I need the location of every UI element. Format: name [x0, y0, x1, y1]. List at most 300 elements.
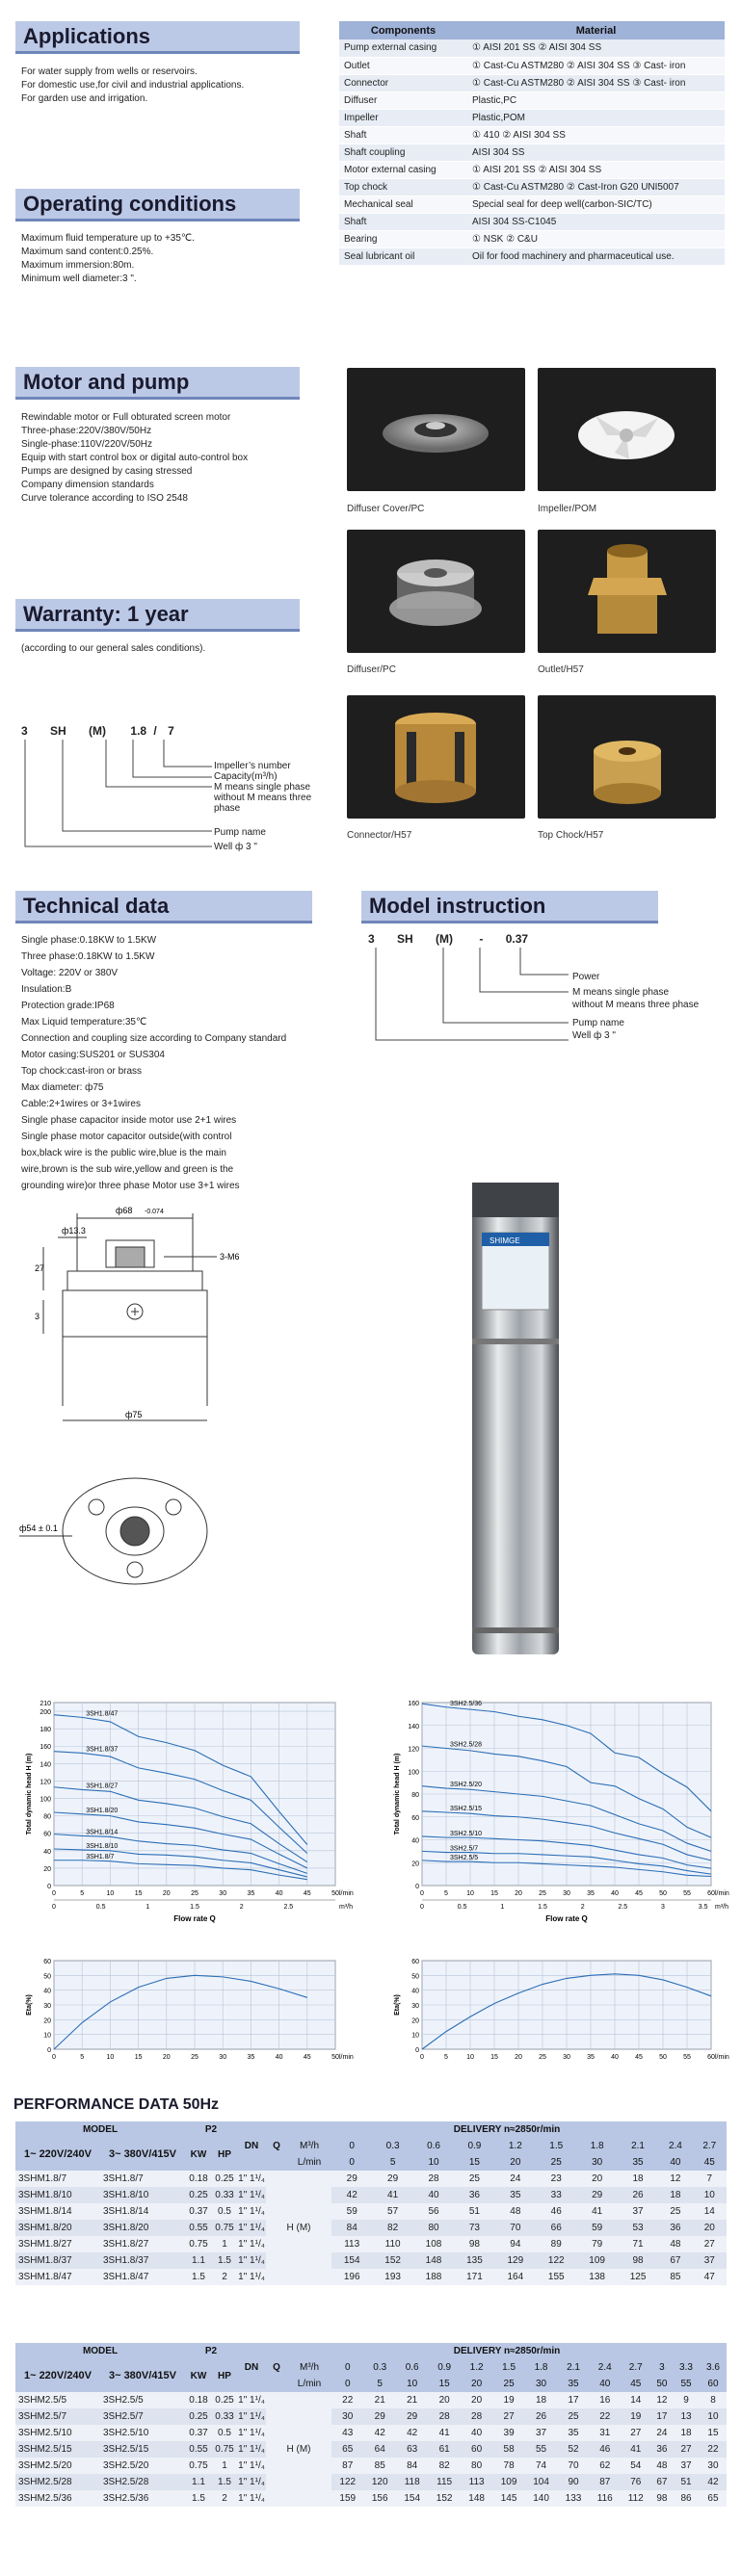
perf-cell: 42 [331, 2187, 372, 2203]
performance-table [15, 2343, 727, 2507]
y-tick-label: 60 [43, 1831, 51, 1838]
m3h-value: 1.5 [492, 2359, 524, 2376]
dim-tol: -0.074 [145, 1209, 164, 1215]
component-material: ① AISI 201 SS ② AISI 304 SS [467, 161, 725, 178]
perf-cell: 12 [658, 2171, 692, 2187]
perf-cell: 3SH1.8/14 [100, 2203, 185, 2220]
y-tick-label: 210 [40, 1701, 51, 1707]
component-row [339, 91, 725, 109]
outlet-photo [538, 530, 716, 653]
three-phase-header: 3~ 380V/415V [100, 2359, 185, 2392]
y-tick-label: 180 [40, 1727, 51, 1734]
m3h-value: 1.8 [576, 2138, 617, 2154]
perf-cell: 3SH1.8/10 [100, 2187, 185, 2203]
component-row [339, 109, 725, 126]
code-part: (M) [89, 724, 107, 738]
m3h-value: 1.5 [536, 2138, 576, 2154]
component-row [339, 230, 725, 247]
warranty-note: (according to our general sales conditions). [21, 643, 206, 654]
perf-cell: 30 [331, 2408, 363, 2425]
perf-cell: 18 [658, 2187, 692, 2203]
y-tick-label: 20 [411, 1860, 419, 1868]
motor-line: Curve tolerance according to ISO 2548 [21, 493, 188, 504]
x-tick-label: 15 [134, 1890, 143, 1897]
x2-tick-label: 0 [52, 1904, 56, 1911]
motor-line: Equip with start control box or digital auto-control box [21, 453, 249, 463]
perf-cell: 0.75 [212, 2441, 237, 2458]
perf-cell: 24 [495, 2171, 536, 2187]
perf-cell: 29 [363, 2408, 395, 2425]
y-tick-label: 10 [411, 2032, 419, 2040]
perf-cell: 58 [492, 2441, 524, 2458]
y-tick-label: 80 [411, 1792, 419, 1799]
motor-line: Company dimension standards [21, 480, 154, 490]
component-name: Bearing [339, 230, 467, 247]
perf-cell: 31 [590, 2425, 621, 2441]
perf-cell: 24 [651, 2425, 673, 2441]
x-tick-label: 40 [275, 2054, 283, 2061]
perf-cell: 148 [413, 2252, 454, 2269]
motor-line: Three-phase:220V/380V/50Hz [21, 426, 152, 436]
x-tick-label: 5 [444, 1890, 448, 1897]
m3h-value: 2.1 [618, 2138, 658, 2154]
x-tick-label: 50 [659, 2054, 667, 2061]
perf-cell: 135 [454, 2252, 494, 2269]
perf-cell: 155 [536, 2269, 576, 2285]
delivery-header: DELIVERY n≈2850r/min [287, 2343, 727, 2359]
lmin-value: 35 [618, 2154, 658, 2171]
perf-cell: 3SHM2.5/15 [15, 2441, 100, 2458]
perf-cell: 28 [413, 2171, 454, 2187]
perf-cell: 29 [372, 2171, 412, 2187]
perf-cell: 1.5 [212, 2252, 237, 2269]
photo-caption: Impeller/POM [538, 504, 597, 514]
warranty-label: M means single phase [214, 782, 311, 793]
x-tick-label: 35 [587, 1890, 595, 1897]
perf-cell: 188 [413, 2269, 454, 2285]
three-phase-header: 3~ 380V/415V [100, 2138, 185, 2171]
dim-m6: 3-M6 [220, 1252, 240, 1262]
x-tick-label: 35 [587, 2054, 595, 2061]
perf-cell: 12 [651, 2392, 673, 2408]
component-row [339, 178, 725, 195]
perf-cell: 1" 1¹/₄ [237, 2236, 266, 2252]
lmin-value: 15 [454, 2154, 494, 2171]
perf-cell: 71 [618, 2236, 658, 2252]
m3h-value: 0.9 [454, 2138, 494, 2154]
code-part: SH [50, 724, 66, 738]
perf-cell: 138 [576, 2269, 617, 2285]
m3h-value: 2.1 [557, 2359, 589, 2376]
perf-cell: 28 [461, 2408, 492, 2425]
lmin-label: L/min [287, 2154, 331, 2171]
perf-cell: 37 [673, 2458, 700, 2474]
perf-cell: 16 [590, 2392, 621, 2408]
perf-cell: 74 [525, 2458, 557, 2474]
perf-cell: 37 [618, 2203, 658, 2220]
x-tick-label: 20 [515, 1890, 522, 1897]
x-tick-label: 30 [563, 1890, 570, 1897]
component-row [339, 247, 725, 265]
m3h-value: 0 [331, 2138, 372, 2154]
perf-cell: 18 [618, 2171, 658, 2187]
code-part: 3 [21, 724, 28, 738]
x-unit-label: l/min [339, 2054, 354, 2061]
perf-cell: 115 [428, 2474, 460, 2490]
perf-cell: 86 [673, 2490, 700, 2507]
dim-68: ф68 [116, 1206, 133, 1215]
m3h-value: 0.3 [363, 2359, 395, 2376]
component-name: Shaft coupling [339, 143, 467, 161]
x-tick-label: 20 [162, 1890, 171, 1897]
perf-cell: 35 [557, 2425, 589, 2441]
component-name: Connector [339, 74, 467, 91]
technical-line: Voltage: 220V or 380V [21, 968, 119, 978]
x-tick-label: 15 [134, 2054, 143, 2061]
y-tick-label: 200 [40, 1709, 51, 1717]
perf-cell: 1 [212, 2236, 237, 2252]
technical-line: Max diameter: ф75 [21, 1082, 104, 1093]
perf-cell: 1" 1¹/₄ [237, 2458, 266, 2474]
x-tick-label: 0 [52, 1890, 56, 1897]
perf-cell: 1" 1¹/₄ [237, 2408, 266, 2425]
perf-cell: 53 [618, 2220, 658, 2236]
lmin-value: 40 [658, 2154, 692, 2171]
component-material: ① Cast-Cu ASTM280 ② AISI 304 SS ③ Cast- iron [467, 57, 725, 74]
perf-cell: 78 [492, 2458, 524, 2474]
perf-cell: 41 [621, 2441, 651, 2458]
x2-tick-label: 3.5 [698, 1904, 708, 1911]
perf-cell: 25 [557, 2408, 589, 2425]
perf-cell: 0.18 [185, 2392, 212, 2408]
perf-cell: 3SHM2.5/28 [15, 2474, 100, 2490]
model-label: Pump name [572, 1018, 624, 1028]
perf-cell: 20 [576, 2171, 617, 2187]
technical-line: Top chock:cast-iron or brass [21, 1066, 143, 1077]
perf-cell: 1" 1¹/₄ [237, 2474, 266, 2490]
y-tick-label: 10 [43, 2032, 51, 2040]
perf-cell: 171 [454, 2269, 494, 2285]
x-unit-label: l/min [339, 1890, 354, 1897]
x2-tick-label: 0.5 [457, 1904, 467, 1911]
technical-line: Protection grade:IP68 [21, 1001, 115, 1011]
component-material: ① AISI 201 SS ② AISI 304 SS [467, 39, 725, 57]
perf-cell: 76 [621, 2474, 651, 2490]
motor-title: Motor and pump [15, 367, 300, 400]
perf-cell: 23 [536, 2171, 576, 2187]
perf-cell: 3SH2.5/28 [100, 2474, 185, 2490]
curve-chart-2-5 [384, 1695, 741, 1926]
component-name: Diffuser [339, 91, 467, 109]
component-material: Plastic,POM [467, 109, 725, 126]
m3h-value: 1.2 [495, 2138, 536, 2154]
perf-cell: 154 [396, 2490, 428, 2507]
y-tick-label: 100 [40, 1796, 51, 1804]
perf-cell: 1.1 [185, 2474, 212, 2490]
perf-cell: 164 [495, 2269, 536, 2285]
perf-cell: 84 [331, 2220, 372, 2236]
series-label: 3SH2.5/28 [450, 1741, 483, 1749]
warranty-label: phase [214, 803, 241, 814]
motor-line: Rewindable motor or Full obturated screen motor [21, 412, 231, 423]
perf-cell: 0.25 [212, 2171, 237, 2187]
perf-cell: 148 [461, 2490, 492, 2507]
y-tick-label: 40 [411, 1988, 419, 1995]
lmin-value: 25 [492, 2376, 524, 2392]
perf-cell: 59 [576, 2220, 617, 2236]
y-tick-label: 40 [411, 1837, 419, 1845]
eta-chart-1-8 [8, 1955, 369, 2063]
perf-cell: 125 [618, 2269, 658, 2285]
perf-cell: 33 [536, 2187, 576, 2203]
component-material: ① 410 ② AISI 304 SS [467, 126, 725, 143]
perf-cell: 2 [212, 2490, 237, 2507]
x-tick-label: 50 [659, 1890, 667, 1897]
component-material: ① Cast-Cu ASTM280 ② Cast-Iron G20 UNI5007 [467, 178, 725, 195]
perf-cell: 1.5 [185, 2490, 212, 2507]
series-label: 3SH1.8/47 [86, 1710, 119, 1718]
perf-cell: 29 [396, 2408, 428, 2425]
series-label: 3SH1.8/27 [86, 1782, 119, 1790]
kw-header: KW [185, 2138, 212, 2171]
m3h-value: 3.6 [700, 2359, 727, 2376]
performance-row [15, 2441, 727, 2458]
kw-header: KW [185, 2359, 212, 2392]
perf-cell: 156 [363, 2490, 395, 2507]
perf-cell: 73 [454, 2220, 494, 2236]
perf-cell: 3SHM1.8/27 [15, 2236, 100, 2252]
lmin-value: 30 [525, 2376, 557, 2392]
technical-line: box,black wire is the public wire,blue is the main [21, 1148, 226, 1158]
perf-cell: 154 [331, 2252, 372, 2269]
perf-cell: 0.33 [212, 2408, 237, 2425]
perf-cell: 89 [536, 2236, 576, 2252]
lmin-value: 50 [651, 2376, 673, 2392]
performance-row [15, 2220, 727, 2236]
perf-cell: 1" 1¹/₄ [237, 2171, 266, 2187]
perf-cell: 133 [557, 2490, 589, 2507]
operating-title: Operating conditions [15, 189, 300, 221]
series-label: 3SH2.5/36 [450, 1700, 483, 1707]
perf-cell: 122 [331, 2474, 363, 2490]
series-label: 3SH2.5/5 [450, 1855, 479, 1862]
component-row [339, 74, 725, 91]
hp-header: HP [212, 2138, 237, 2171]
perf-cell: 109 [576, 2252, 617, 2269]
perf-cell: 52 [557, 2441, 589, 2458]
connector-photo [347, 695, 525, 819]
model-code [368, 932, 528, 946]
perf-cell: 64 [363, 2441, 395, 2458]
applications-title: Applications [15, 21, 300, 54]
x-tick-label: 40 [275, 1890, 283, 1897]
technical-line: Motor casing:SUS201 or SUS304 [21, 1050, 165, 1060]
perf-cell: 20 [461, 2392, 492, 2408]
perf-cell: 140 [525, 2490, 557, 2507]
y-axis-label: Eta(%) [394, 1994, 401, 2016]
impeller-photo [538, 368, 716, 491]
perf-cell: 48 [658, 2236, 692, 2252]
m3h-value: 2.4 [658, 2138, 692, 2154]
photo-caption: Outlet/H57 [538, 664, 584, 675]
code-part: (M) [436, 932, 454, 946]
perf-cell: 27 [621, 2425, 651, 2441]
model-label: Well ф 3 " [572, 1030, 616, 1041]
series-label: 3SH1.8/7 [86, 1853, 115, 1860]
technical-line: Single phase capacitor inside motor use 2+1 wires [21, 1115, 237, 1126]
perf-cell: 80 [461, 2458, 492, 2474]
perf-cell: 1" 1¹/₄ [237, 2187, 266, 2203]
performance-row [15, 2171, 727, 2187]
dim-27: 27 [35, 1263, 45, 1273]
m3h-value: 3.3 [673, 2359, 700, 2376]
perf-cell: 104 [525, 2474, 557, 2490]
component-row [339, 161, 725, 178]
y-tick-label: 20 [411, 2017, 419, 2025]
y-tick-label: 30 [43, 2003, 51, 2010]
component-material: AISI 304 SS-C1045 [467, 213, 725, 230]
lmin-value: 10 [396, 2376, 428, 2392]
series-label: 3SH1.8/37 [86, 1746, 119, 1754]
m3h-label: M³/h [287, 2138, 331, 2154]
m3h-value: 0.3 [372, 2138, 412, 2154]
warranty-label: Capacity(m³/h) [214, 771, 278, 782]
applications-line: For domestic use,for civil and industrial applications. [21, 80, 245, 91]
code-part: SH [397, 932, 413, 946]
m3h-value: 1.2 [461, 2359, 492, 2376]
x-tick-label: 30 [219, 1890, 227, 1897]
dim-54: ф54 ± 0.1 [19, 1523, 58, 1533]
x-tick-label: 30 [563, 2054, 570, 2061]
perf-cell: 22 [700, 2441, 727, 2458]
lmin-value: 45 [621, 2376, 651, 2392]
perf-cell: 21 [396, 2392, 428, 2408]
lmin-value: 30 [576, 2154, 617, 2171]
perf-cell: 3SHM1.8/20 [15, 2220, 100, 2236]
x-tick-label: 25 [191, 2054, 198, 2061]
perf-cell: 3SHM1.8/14 [15, 2203, 100, 2220]
series-label: 3SH2.5/15 [450, 1806, 483, 1812]
lmin-value: 60 [700, 2376, 727, 2392]
perf-cell: 113 [461, 2474, 492, 2490]
perf-cell: 39 [492, 2425, 524, 2441]
performance-row [15, 2203, 727, 2220]
perf-cell: 129 [495, 2252, 536, 2269]
perf-cell: 37 [693, 2252, 727, 2269]
perf-cell: 65 [700, 2490, 727, 2507]
y-tick-label: 20 [43, 1865, 51, 1873]
perf-cell: 40 [413, 2187, 454, 2203]
perf-cell: 9 [673, 2392, 700, 2408]
perf-cell: 36 [651, 2441, 673, 2458]
perf-cell: 15 [700, 2425, 727, 2441]
perf-cell: 0.75 [185, 2236, 212, 2252]
lmin-value: 0 [331, 2376, 363, 2392]
x-tick-label: 25 [539, 2054, 546, 2061]
diffuser-photo [347, 530, 525, 653]
perf-cell: 63 [396, 2441, 428, 2458]
y-axis-label: Eta(%) [26, 1994, 33, 2016]
pump-brand: SHIMGE [490, 1236, 520, 1245]
perf-cell: 1 [212, 2458, 237, 2474]
model-header: MODEL [15, 2343, 185, 2359]
x-tick-label: 0 [52, 2054, 56, 2061]
perf-cell: 19 [621, 2408, 651, 2425]
model-labels [572, 971, 699, 1042]
perf-cell: 118 [396, 2474, 428, 2490]
component-material: Plastic,PC [467, 91, 725, 109]
m3h-value: 2.7 [621, 2359, 651, 2376]
perf-cell: 1" 1¹/₄ [237, 2490, 266, 2507]
perf-cell: 14 [693, 2203, 727, 2220]
perf-cell: 0.25 [185, 2187, 212, 2203]
warranty-label: Pump name [214, 827, 266, 838]
component-name: Shaft [339, 126, 467, 143]
motor-text [21, 411, 310, 506]
perf-cell: 1" 1¹/₄ [237, 2252, 266, 2269]
m3h-value: 1.8 [525, 2359, 557, 2376]
curve-chart-1-8 [8, 1695, 369, 1926]
x-axis-label: Flow rate Q [173, 1914, 216, 1923]
motor-line: Single-phase:110V/220V/50Hz [21, 439, 153, 450]
component-material: ① NSK ② C&U [467, 230, 725, 247]
technical-line: Single phase motor capacitor outside(with control [21, 1132, 232, 1142]
perf-cell: 3SHM2.5/20 [15, 2458, 100, 2474]
perf-cell: 41 [372, 2187, 412, 2203]
perf-cell: 41 [428, 2425, 460, 2441]
perf-cell: 10 [700, 2408, 727, 2425]
h-label: H (M) [266, 2171, 331, 2285]
y-tick-label: 50 [411, 1973, 419, 1981]
photo-caption: Diffuser Cover/PC [347, 504, 425, 514]
perf-cell: 28 [428, 2408, 460, 2425]
y-tick-label: 120 [40, 1779, 51, 1786]
perf-cell: 98 [454, 2236, 494, 2252]
perf-cell: 94 [495, 2236, 536, 2252]
x-axis-label: Flow rate Q [545, 1914, 588, 1923]
perf-cell: 54 [621, 2458, 651, 2474]
perf-cell: 20 [428, 2392, 460, 2408]
x2-tick-label: 0 [420, 1904, 424, 1911]
perf-cell: 98 [618, 2252, 658, 2269]
perf-cell: 145 [492, 2490, 524, 2507]
perf-cell: 3SH1.8/20 [100, 2220, 185, 2236]
x-tick-label: 55 [683, 2054, 691, 2061]
m3h-label: M³/h [287, 2359, 331, 2376]
perf-cell: 60 [461, 2441, 492, 2458]
dim-75: ф75 [125, 1410, 143, 1419]
code-part: 0.37 [505, 932, 529, 946]
technical-line: grounding wire)or three phase Motor use 3+1 wires [21, 1181, 240, 1191]
perf-cell: 3SHM1.8/37 [15, 2252, 100, 2269]
perf-cell: 56 [413, 2203, 454, 2220]
h-label: H (M) [266, 2392, 331, 2507]
x2-tick-label: 1 [500, 1904, 505, 1911]
model-instruction-title: Model instruction [361, 891, 658, 924]
perf-cell: 22 [331, 2392, 363, 2408]
model-code-lines [366, 946, 578, 1052]
performance-row [15, 2474, 727, 2490]
top-chock-photo [538, 695, 716, 819]
single-phase-header: 1~ 220V/240V [15, 2138, 100, 2171]
applications-line: For water supply from wells or reservoirs. [21, 66, 198, 77]
x-tick-label: 40 [611, 1890, 619, 1897]
component-name: Motor external casing [339, 161, 467, 178]
perf-cell: 7 [693, 2171, 727, 2187]
x2-tick-label: 3 [661, 1904, 665, 1911]
applications-line: For garden use and irrigation. [21, 93, 148, 104]
x-tick-label: 10 [466, 2054, 474, 2061]
